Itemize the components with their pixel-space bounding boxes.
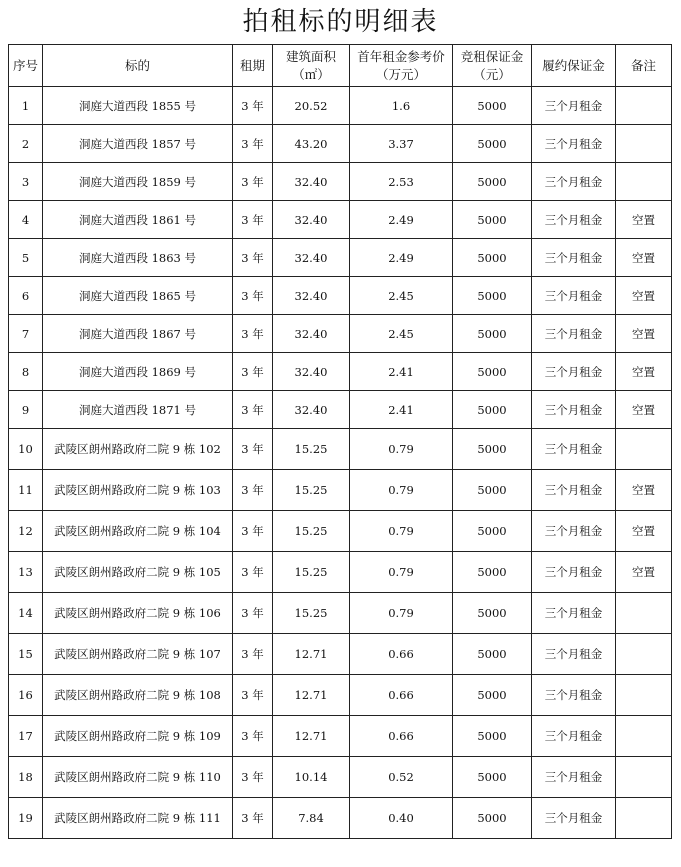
cell-item: 武陵区朗州路政府二院 9 栋 106 <box>43 593 233 634</box>
cell-note: 空置 <box>616 353 672 391</box>
cell-deposit: 5000 <box>453 429 532 470</box>
cell-term: 3 年 <box>233 634 273 675</box>
cell-term: 3 年 <box>233 511 273 552</box>
cell-area: 32.40 <box>273 353 350 391</box>
cell-seq: 6 <box>9 277 43 315</box>
cell-area: 15.25 <box>273 470 350 511</box>
cell-area: 20.52 <box>273 87 350 125</box>
cell-deposit: 5000 <box>453 716 532 757</box>
cell-rent: 0.52 <box>350 757 453 798</box>
header-deposit: 竞租保证金（元） <box>453 45 532 87</box>
cell-rent: 2.45 <box>350 315 453 353</box>
table-row <box>9 353 672 391</box>
cell-seq: 12 <box>9 511 43 552</box>
cell-note <box>616 429 672 470</box>
cell-note <box>616 798 672 839</box>
cell-area: 15.25 <box>273 593 350 634</box>
cell-term: 3 年 <box>233 798 273 839</box>
cell-term: 3 年 <box>233 87 273 125</box>
cell-item: 洞庭大道西段 1865 号 <box>43 277 233 315</box>
cell-seq: 17 <box>9 716 43 757</box>
cell-area: 32.40 <box>273 391 350 429</box>
cell-guarantee: 三个月租金 <box>532 87 616 125</box>
cell-guarantee: 三个月租金 <box>532 675 616 716</box>
cell-deposit: 5000 <box>453 511 532 552</box>
cell-deposit: 5000 <box>453 87 532 125</box>
cell-area: 12.71 <box>273 675 350 716</box>
cell-term: 3 年 <box>233 716 273 757</box>
cell-note: 空置 <box>616 239 672 277</box>
cell-guarantee: 三个月租金 <box>532 239 616 277</box>
cell-item: 洞庭大道西段 1867 号 <box>43 315 233 353</box>
table-body <box>9 87 672 839</box>
header-guarantee: 履约保证金 <box>532 45 616 87</box>
cell-rent: 3.37 <box>350 125 453 163</box>
cell-item: 武陵区朗州路政府二院 9 栋 104 <box>43 511 233 552</box>
cell-item: 洞庭大道西段 1871 号 <box>43 391 233 429</box>
cell-note <box>616 125 672 163</box>
cell-area: 7.84 <box>273 798 350 839</box>
cell-seq: 14 <box>9 593 43 634</box>
cell-item: 武陵区朗州路政府二院 9 栋 108 <box>43 675 233 716</box>
cell-seq: 19 <box>9 798 43 839</box>
header-rent: 首年租金参考价（万元） <box>350 45 453 87</box>
table-row <box>9 511 672 552</box>
cell-guarantee: 三个月租金 <box>532 716 616 757</box>
table-row <box>9 87 672 125</box>
cell-guarantee: 三个月租金 <box>532 163 616 201</box>
cell-guarantee: 三个月租金 <box>532 634 616 675</box>
cell-guarantee: 三个月租金 <box>532 125 616 163</box>
table-row <box>9 470 672 511</box>
cell-term: 3 年 <box>233 201 273 239</box>
cell-item: 洞庭大道西段 1869 号 <box>43 353 233 391</box>
cell-item: 武陵区朗州路政府二院 9 栋 103 <box>43 470 233 511</box>
cell-seq: 18 <box>9 757 43 798</box>
cell-guarantee: 三个月租金 <box>532 470 616 511</box>
cell-deposit: 5000 <box>453 593 532 634</box>
table-row <box>9 798 672 839</box>
cell-guarantee: 三个月租金 <box>532 511 616 552</box>
cell-rent: 1.6 <box>350 87 453 125</box>
cell-rent: 2.49 <box>350 239 453 277</box>
cell-term: 3 年 <box>233 125 273 163</box>
cell-term: 3 年 <box>233 239 273 277</box>
cell-seq: 8 <box>9 353 43 391</box>
cell-deposit: 5000 <box>453 552 532 593</box>
cell-area: 32.40 <box>273 201 350 239</box>
cell-note: 空置 <box>616 315 672 353</box>
cell-term: 3 年 <box>233 391 273 429</box>
table-row <box>9 716 672 757</box>
cell-term: 3 年 <box>233 163 273 201</box>
table-row <box>9 201 672 239</box>
cell-term: 3 年 <box>233 593 273 634</box>
table-row <box>9 552 672 593</box>
cell-note: 空置 <box>616 552 672 593</box>
cell-rent: 2.53 <box>350 163 453 201</box>
cell-guarantee: 三个月租金 <box>532 391 616 429</box>
cell-area: 15.25 <box>273 552 350 593</box>
cell-guarantee: 三个月租金 <box>532 353 616 391</box>
cell-note: 空置 <box>616 391 672 429</box>
cell-area: 15.25 <box>273 511 350 552</box>
cell-item: 武陵区朗州路政府二院 9 栋 109 <box>43 716 233 757</box>
cell-deposit: 5000 <box>453 125 532 163</box>
lease-detail-table <box>8 44 672 839</box>
cell-note <box>616 163 672 201</box>
cell-note <box>616 593 672 634</box>
cell-rent: 2.41 <box>350 353 453 391</box>
cell-seq: 3 <box>9 163 43 201</box>
cell-seq: 16 <box>9 675 43 716</box>
cell-item: 武陵区朗州路政府二院 9 栋 111 <box>43 798 233 839</box>
header-note: 备注 <box>616 45 672 87</box>
cell-term: 3 年 <box>233 277 273 315</box>
cell-rent: 0.66 <box>350 716 453 757</box>
page-title: 拍租标的明细表 <box>242 7 439 37</box>
cell-rent: 0.66 <box>350 634 453 675</box>
cell-guarantee: 三个月租金 <box>532 277 616 315</box>
cell-deposit: 5000 <box>453 315 532 353</box>
header-row <box>9 45 672 87</box>
cell-item: 洞庭大道西段 1857 号 <box>43 125 233 163</box>
cell-deposit: 5000 <box>453 391 532 429</box>
cell-seq: 7 <box>9 315 43 353</box>
cell-area: 32.40 <box>273 315 350 353</box>
table-row <box>9 634 672 675</box>
table-row <box>9 277 672 315</box>
cell-rent: 0.40 <box>350 798 453 839</box>
cell-seq: 1 <box>9 87 43 125</box>
cell-deposit: 5000 <box>453 163 532 201</box>
table-row <box>9 315 672 353</box>
table-row <box>9 125 672 163</box>
cell-deposit: 5000 <box>453 757 532 798</box>
cell-item: 武陵区朗州路政府二院 9 栋 110 <box>43 757 233 798</box>
cell-area: 32.40 <box>273 239 350 277</box>
cell-area: 10.14 <box>273 757 350 798</box>
cell-guarantee: 三个月租金 <box>532 315 616 353</box>
cell-term: 3 年 <box>233 470 273 511</box>
cell-seq: 11 <box>9 470 43 511</box>
cell-term: 3 年 <box>233 353 273 391</box>
cell-note <box>616 634 672 675</box>
cell-term: 3 年 <box>233 675 273 716</box>
header-area: 建筑面积（㎡） <box>273 45 350 87</box>
table-row <box>9 429 672 470</box>
cell-guarantee: 三个月租金 <box>532 201 616 239</box>
cell-rent: 0.79 <box>350 470 453 511</box>
cell-area: 32.40 <box>273 163 350 201</box>
cell-rent: 2.49 <box>350 201 453 239</box>
cell-deposit: 5000 <box>453 201 532 239</box>
cell-note: 空置 <box>616 201 672 239</box>
cell-guarantee: 三个月租金 <box>532 798 616 839</box>
cell-deposit: 5000 <box>453 277 532 315</box>
cell-term: 3 年 <box>233 552 273 593</box>
cell-term: 3 年 <box>233 429 273 470</box>
table-row <box>9 593 672 634</box>
cell-deposit: 5000 <box>453 634 532 675</box>
cell-item: 武陵区朗州路政府二院 9 栋 102 <box>43 429 233 470</box>
cell-item: 洞庭大道西段 1859 号 <box>43 163 233 201</box>
cell-deposit: 5000 <box>453 239 532 277</box>
cell-note <box>616 716 672 757</box>
cell-seq: 13 <box>9 552 43 593</box>
cell-rent: 2.41 <box>350 391 453 429</box>
cell-guarantee: 三个月租金 <box>532 757 616 798</box>
cell-seq: 9 <box>9 391 43 429</box>
cell-rent: 0.79 <box>350 593 453 634</box>
cell-rent: 0.79 <box>350 552 453 593</box>
cell-term: 3 年 <box>233 315 273 353</box>
cell-guarantee: 三个月租金 <box>532 552 616 593</box>
table-row <box>9 163 672 201</box>
cell-item: 洞庭大道西段 1863 号 <box>43 239 233 277</box>
cell-note <box>616 757 672 798</box>
cell-rent: 0.79 <box>350 429 453 470</box>
header-seq: 序号 <box>9 45 43 87</box>
cell-seq: 5 <box>9 239 43 277</box>
cell-item: 洞庭大道西段 1861 号 <box>43 201 233 239</box>
cell-area: 43.20 <box>273 125 350 163</box>
cell-note <box>616 87 672 125</box>
header-item: 标的 <box>43 45 233 87</box>
table-row <box>9 675 672 716</box>
cell-seq: 2 <box>9 125 43 163</box>
table-row <box>9 391 672 429</box>
cell-note: 空置 <box>616 277 672 315</box>
cell-item: 洞庭大道西段 1855 号 <box>43 87 233 125</box>
cell-guarantee: 三个月租金 <box>532 593 616 634</box>
cell-item: 武陵区朗州路政府二院 9 栋 105 <box>43 552 233 593</box>
cell-area: 12.71 <box>273 716 350 757</box>
cell-item: 武陵区朗州路政府二院 9 栋 107 <box>43 634 233 675</box>
header-term: 租期 <box>233 45 273 87</box>
cell-rent: 2.45 <box>350 277 453 315</box>
cell-deposit: 5000 <box>453 470 532 511</box>
cell-note: 空置 <box>616 470 672 511</box>
cell-seq: 15 <box>9 634 43 675</box>
cell-note <box>616 675 672 716</box>
cell-deposit: 5000 <box>453 798 532 839</box>
cell-deposit: 5000 <box>453 353 532 391</box>
cell-deposit: 5000 <box>453 675 532 716</box>
cell-area: 32.40 <box>273 277 350 315</box>
cell-seq: 10 <box>9 429 43 470</box>
cell-guarantee: 三个月租金 <box>532 429 616 470</box>
cell-rent: 0.79 <box>350 511 453 552</box>
cell-note: 空置 <box>616 511 672 552</box>
cell-rent: 0.66 <box>350 675 453 716</box>
cell-term: 3 年 <box>233 757 273 798</box>
cell-seq: 4 <box>9 201 43 239</box>
table-row <box>9 757 672 798</box>
cell-area: 15.25 <box>273 429 350 470</box>
cell-area: 12.71 <box>273 634 350 675</box>
table-row <box>9 239 672 277</box>
